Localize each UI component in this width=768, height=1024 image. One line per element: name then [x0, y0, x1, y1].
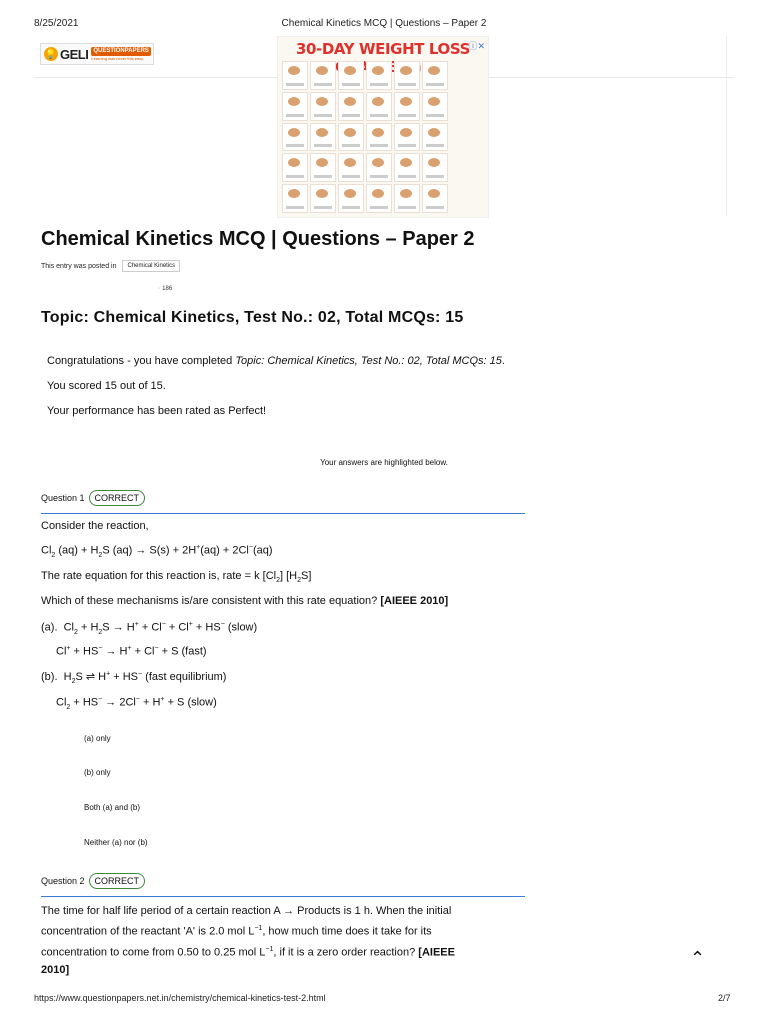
logo-brand: GELI [60, 46, 89, 62]
post-meta [41, 260, 180, 272]
logo-badge: QUESTIONPAPERS [93, 47, 149, 54]
score-text: You scored 15 out of 15. [47, 380, 166, 392]
view-count-value: 186 [162, 286, 173, 292]
congrats-suffix: . [501, 355, 505, 367]
question-1-option-b[interactable]: (b) only [84, 768, 111, 777]
posted-in-label: This entry was posted in [41, 262, 117, 270]
ad-image-grid [282, 61, 448, 213]
question-1-label: Question 1 [41, 493, 85, 503]
highlighted-text: Your answers are highlighted below. [320, 458, 448, 467]
question-2-header [41, 873, 145, 889]
question-1-exam-tag: [AIEEE 2010] [380, 595, 449, 607]
bulb-icon: 💡 [45, 49, 57, 59]
question-1-prompt: Which of these mechanisms is/are consistent with this rate equation? [AIEEE 2010] [41, 595, 449, 607]
question-1-divider [41, 513, 525, 514]
print-title: Chemical Kinetics MCQ | Questions – Paper 2 [281, 18, 487, 29]
congrats-prefix: Congratulations - you have completed [47, 355, 236, 367]
advertisement[interactable] [277, 36, 489, 218]
topic-heading: Topic: Chemical Kinetics, Test No.: 02, Total MCQs: 15 [41, 309, 464, 326]
question-1-option-d[interactable]: Neither (a) nor (b) [84, 838, 148, 847]
question-2-status-badge: CORRECT [89, 873, 146, 889]
print-footer-url: https://www.questionpapers.net.in/chemistry/chemical-kinetics-test-2.html [34, 993, 326, 1003]
scroll-to-top-icon[interactable]: ⌃ [690, 948, 706, 968]
question-2-label: Question 2 [41, 876, 85, 886]
ad-title: 30-DAY WEIGHT LOSS [295, 40, 470, 58]
mechanism-a-step2: Cl+ + HS− → H+ + Cl− + S (fast) [56, 645, 207, 658]
congrats-topic: Topic: Chemical Kinetics, Test No.: 02, Total MCQs: 15 [235, 355, 502, 367]
question-1-reaction: $Cl_2$ $(aq) + H_2S$ (aq) → S(s) + 2H+(aq) + 2Cl−(aq) [41, 544, 273, 559]
question-1-intro: Consider the reaction, [41, 520, 149, 532]
mechanism-b-step2: $Cl_2 + HS^- \to 2Cl^- + H^+ + S$ (slow) [56, 696, 217, 711]
question-1-rate-equation: The rate equation for this reaction is, rate = k $[Cl_2]$ $[H_2S]$ [41, 570, 312, 585]
print-date: 8/25/2021 [34, 18, 79, 29]
logo-tagline: Learning was never this easy [91, 55, 144, 61]
question-2-exam-tag: [AIEEE 2010] [41, 946, 455, 977]
eye-icon: ◦ [158, 286, 161, 292]
header-edge-line [726, 36, 727, 216]
question-2-text: The time for half life period of a certain reaction A → Products is 1 h. When the initial concentration of the reactant 'A' is 2.0 mol $L^{-1}$, how much time does it take for its concentration to come from 0.50 to 0.25 mol $L^{-1}$, if it is a zero order reaction? [AIEEE 2010] [41, 905, 455, 977]
site-logo[interactable] [40, 43, 154, 65]
question-1-header [41, 490, 145, 506]
logo-badge-wrap [91, 47, 151, 62]
page-title: Chemical Kinetics MCQ | Questions – Paper 2 [41, 228, 475, 250]
congrats-message [47, 355, 505, 367]
answers-highlighted-note [0, 458, 768, 467]
question-1-option-c[interactable]: Both (a) and (b) [84, 803, 141, 812]
mechanism-a-step1: (a). $Cl_2 + H_2S \to H^+ + Cl^- + Cl^+ + HS^-$ (slow) [41, 621, 258, 636]
ad-close-icon[interactable]: ⓘ✕ [468, 41, 485, 51]
category-link[interactable]: Chemical Kinetics [122, 260, 180, 272]
question-2-divider [41, 896, 525, 897]
rating-text: Your performance has been rated as Perfect! [47, 405, 267, 417]
question-1-status-badge: CORRECT [89, 490, 146, 506]
question-1-option-a[interactable]: (a) only [84, 734, 111, 743]
view-count [158, 286, 172, 292]
mechanism-b-step1: (b). $H_2S$ ⇌ H+ + HS− (fast equilibrium) [41, 670, 227, 686]
print-page-number: 2/7 [718, 993, 731, 1003]
